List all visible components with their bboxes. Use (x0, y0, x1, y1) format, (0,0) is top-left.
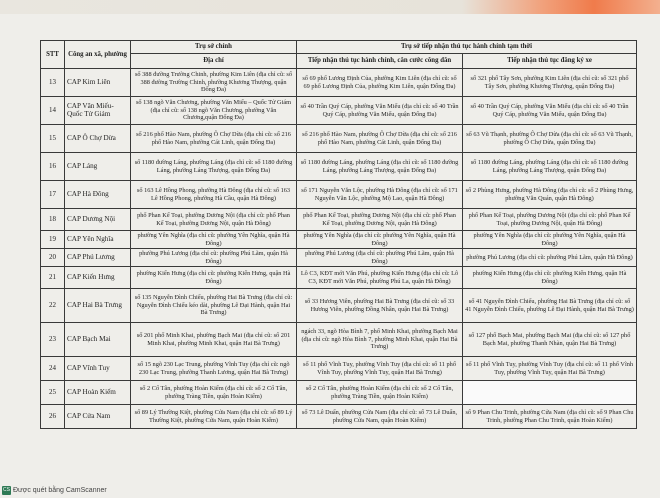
main-office-address: số 135 Nguyễn Đình Chiểu, phường Hai Bà Trưng (địa chỉ cũ: Nguyễn Đình Chiểu kéo dài, phường Lê Đại Hành, quận Hai Bà Trưng) (131, 289, 297, 323)
header-stt: STT (41, 41, 65, 69)
main-office-address: số 15 ngõ 230 Lạc Trung, phường Vĩnh Tuy (địa chỉ cũ: ngõ 230 Lạc Trung, phường Thanh Lương, quận Hai Bà Trưng) (131, 357, 297, 381)
scanner-note-text: Được quét bằng CamScanner (13, 487, 107, 494)
citizen-id-address: ngách 33, ngõ Hòa Bình 7, phố Minh Khai, phường Bạch Mai (địa chỉ cũ: ngõ Hòa Bình 7, phường Minh Khai, quận Hai Bà Trưng) (297, 323, 463, 357)
header-main-office: Trụ sở chính (131, 41, 297, 54)
citizen-id-address: số 33 Hương Viên, phường Hai Bà Trưng (địa chỉ cũ: số 33 Hương Viên, phường Đồng Nhân, quận Hai Bà Trưng) (297, 289, 463, 323)
vehicle-registration-address: số 1180 đường Láng, phường Láng (địa chỉ cũ: số 1180 đường Láng, phường Láng Thượng, quận Đống Đa) (463, 153, 637, 181)
row-number: 26 (41, 405, 65, 429)
ward-name: CAP Bạch Mai (65, 323, 131, 357)
row-number: 24 (41, 357, 65, 381)
row-number: 17 (41, 181, 65, 209)
citizen-id-address: phố Phan Kế Toại, phường Dương Nội (địa chỉ cũ: phố Phan Kế Toại, phường Dương Nội, quận Hà Đông) (297, 209, 463, 231)
table-row (41, 181, 637, 209)
row-number: 20 (41, 249, 65, 267)
table-body (41, 69, 637, 429)
vehicle-registration-address: số 2 Phùng Hưng, phường Hà Đông (địa chỉ cũ: số 2 Phùng Hưng, phường Văn Quán, quận Hà Đông) (463, 181, 637, 209)
main-office-address: phường Phú Lương (địa chỉ cũ: phường Phú Lãm, quận Hà Đông) (131, 249, 297, 267)
document-page (40, 40, 636, 429)
table-row (41, 249, 637, 267)
row-number: 16 (41, 153, 65, 181)
ward-name: CAP Vĩnh Tuy (65, 357, 131, 381)
table-row (41, 125, 637, 153)
main-office-address: số 201 phố Minh Khai, phường Bạch Mai (địa chỉ cũ: số 201 Minh Khai, phường Minh Khai, quận Hai Bà Trưng) (131, 323, 297, 357)
vehicle-registration-address: số 9 Phan Chu Trinh, phường Cửa Nam (địa chỉ cũ: số 9 Phan Chu Trinh, phường Phan Chu Trinh, quận Hoàn Kiếm) (463, 405, 637, 429)
header-row-2 (41, 54, 637, 69)
citizen-id-address: số 11 phố Vĩnh Tuy, phường Vĩnh Tuy (địa chỉ cũ: số 11 phố Vĩnh Tuy, phường Vĩnh Tuy, quận Hai Bà Trưng) (297, 357, 463, 381)
police-office-table (40, 40, 637, 429)
camscanner-logo-icon: CS (3, 487, 10, 493)
row-number: 13 (41, 69, 65, 97)
row-number: 22 (41, 289, 65, 323)
table-row (41, 267, 637, 289)
vehicle-registration-address: số 41 Nguyễn Đình Chiểu, phường Hai Bà Trưng (địa chỉ cũ: số 41 Nguyễn Đình Chiểu, phường Lê Đại Hành, quận Hai Bà Trưng) (463, 289, 637, 323)
citizen-id-address: số 1180 đường Láng, phường Láng (địa chỉ cũ: số 1180 đường Láng, phường Láng Thượng, quận Đống Đa) (297, 153, 463, 181)
vehicle-registration-address: phường Phú Lương (địa chỉ cũ: phường Phú Lãm, quận Hà Đông) (463, 249, 637, 267)
citizen-id-address: Lô C3, KĐT mới Văn Phú, phường Kiến Hưng (địa chỉ cũ: Lô C3, KĐT mới Văn Phú, phường Phú La, quận Hà Đông) (297, 267, 463, 289)
header-address: Địa chỉ (131, 54, 297, 69)
citizen-id-address: số 171 Nguyễn Văn Lộc, phường Hà Đông (địa chỉ cũ: số 171 Nguyễn Văn Lộc, phường Mộ Lao, quận Hà Đông) (297, 181, 463, 209)
vehicle-registration-address: số 40 Trần Quý Cáp, phường Văn Miếu (địa chỉ cũ: số 40 Trần Quý Cáp, phường Văn Miếu, quận Đống Đa) (463, 97, 637, 125)
citizen-id-address: số 2 Cổ Tân, phường Hoàn Kiếm (địa chỉ cũ: số 2 Cổ Tân, phường Tràng Tiền, quận Hoàn Kiếm) (297, 381, 463, 405)
ward-name: CAP Kiến Hưng (65, 267, 131, 289)
ward-name: CAP Văn Miếu- Quốc Tử Giám (65, 97, 131, 125)
vehicle-registration-address: phố Phan Kế Toại, phường Dương Nội (địa chỉ cũ: phố Phan Kế Toại, phường Dương Nội, quận Hà Đông) (463, 209, 637, 231)
vehicle-registration-address: số 321 phố Tây Sơn, phường Kim Liên (địa chỉ cũ: số 321 phố Tây Sơn, phường Khương Thượng, quận Đống Đa) (463, 69, 637, 97)
row-number: 21 (41, 267, 65, 289)
table-row (41, 323, 637, 357)
table-row (41, 289, 637, 323)
row-number: 19 (41, 231, 65, 249)
citizen-id-address: số 216 phố Hào Nam, phường Ô Chợ Dừa (địa chỉ cũ: số 216 phố Hào Nam, phường Cát Linh, quận Đống Đa) (297, 125, 463, 153)
row-number: 18 (41, 209, 65, 231)
main-office-address: số 388 đường Trường Chinh, phường Kim Liên (địa chỉ cũ: số 388 đường Trường Chinh, phường Khương Thượng, quận Đống Đa) (131, 69, 297, 97)
table-row (41, 357, 637, 381)
ward-name: CAP Hai Bà Trưng (65, 289, 131, 323)
vehicle-registration-address: số 63 Vũ Thạnh, phường Ô Chợ Dừa (địa chỉ cũ: số 63 Vũ Thạnh, phường Ô Chợ Dừa, quận Đống Đa) (463, 125, 637, 153)
header-vehicle-registration: Tiếp nhận thủ tục đăng ký xe (463, 54, 637, 69)
table-row (41, 69, 637, 97)
header-row-1 (41, 41, 637, 54)
ward-name: CAP Hà Đông (65, 181, 131, 209)
main-office-address: số 1180 đường Láng, phường Láng (địa chỉ cũ: số 1180 đường Láng, phường Láng Thượng, quận Đống Đa) (131, 153, 297, 181)
main-office-address: số 163 Lê Hồng Phong, phường Hà Đông (địa chỉ cũ: số 163 Lê Hồng Phong, phường Hà Cầu, quận Hà Đông) (131, 181, 297, 209)
header-ward: Công an xã, phường (65, 41, 131, 69)
main-office-address: phố Phan Kế Toại, phường Dương Nội (địa chỉ cũ: phố Phan Kế Toại, phường Dương Nội, quận Hà Đông) (131, 209, 297, 231)
table-row (41, 209, 637, 231)
row-number: 23 (41, 323, 65, 357)
vehicle-registration-address (463, 381, 637, 405)
main-office-address: số 2 Cổ Tân, phường Hoàn Kiếm (địa chỉ cũ: số 2 Cổ Tân, phường Tràng Tiền, quận Hoàn Kiếm) (131, 381, 297, 405)
ward-name: CAP Dương Nội (65, 209, 131, 231)
ward-name: CAP Ô Chợ Dừa (65, 125, 131, 153)
header-citizen-id: Tiếp nhận thủ tục hành chính, căn cước công dân (297, 54, 463, 69)
row-number: 14 (41, 97, 65, 125)
citizen-id-address: phường Yên Nghĩa (địa chỉ cũ: phường Yên Nghĩa, quận Hà Đông) (297, 231, 463, 249)
ward-name: CAP Yên Nghĩa (65, 231, 131, 249)
vehicle-registration-address: phường Yên Nghĩa (địa chỉ cũ: phường Yên Nghĩa, quận Hà Đông) (463, 231, 637, 249)
table-row (41, 381, 637, 405)
vehicle-registration-address: phường Kiến Hưng (địa chỉ cũ: phường Kiến Hưng, quận Hà Đông) (463, 267, 637, 289)
main-office-address: số 216 phố Hào Nam, phường Ô Chợ Dừa (địa chỉ cũ: số 216 phố Hào Nam, phường Cát Linh, quận Đống Đa) (131, 125, 297, 153)
citizen-id-address: số 40 Trần Quý Cáp, phường Văn Miếu (địa chỉ cũ: số 40 Trần Quý Cáp, phường Văn Miếu, quận Đống Đa) (297, 97, 463, 125)
row-number: 15 (41, 125, 65, 153)
header-reception: Trụ sở tiếp nhận thủ tục hành chính tạm thời (297, 41, 637, 54)
row-number: 25 (41, 381, 65, 405)
main-office-address: phường Kiến Hưng (địa chỉ cũ: phường Kiến Hưng, quận Hà Đông) (131, 267, 297, 289)
ward-name: CAP Kim Liên (65, 69, 131, 97)
scanner-watermark (2, 486, 107, 495)
table-row (41, 153, 637, 181)
ward-name: CAP Phú Lương (65, 249, 131, 267)
main-office-address: phường Yên Nghĩa (địa chỉ cũ: phường Yên Nghĩa, quận Hà Đông) (131, 231, 297, 249)
citizen-id-address: số 69 phố Lương Định Của, phường Kim Liên (địa chỉ cũ: số 69 phố Lương Định Của, phường Kim Liên, quận Đống Đa) (297, 69, 463, 97)
top-edge-strip (0, 0, 660, 14)
ward-name: CAP Cửa Nam (65, 405, 131, 429)
main-office-address: số 89 Lý Thường Kiệt, phường Cửa Nam (địa chỉ cũ: số 89 Lý Thường Kiệt, phường Cửa Nam, quận Hoàn Kiếm) (131, 405, 297, 429)
vehicle-registration-address: số 11 phố Vĩnh Tuy, phường Vĩnh Tuy (địa chỉ cũ: số 11 phố Vĩnh Tuy, phường Vĩnh Tuy, quận Hai Bà Trưng) (463, 357, 637, 381)
table-row (41, 231, 637, 249)
ward-name: CAP Hoàn Kiếm (65, 381, 131, 405)
main-office-address: số 138 ngõ Văn Chương, phường Văn Miếu – Quốc Tử Giám (địa chỉ cũ: số 138 ngõ Văn Chương, phường Văn Chương,quận Đống Đa) (131, 97, 297, 125)
citizen-id-address: phường Phú Lương (địa chỉ cũ: phường Phú Lãm, quận Hà Đông) (297, 249, 463, 267)
ward-name: CAP Láng (65, 153, 131, 181)
vehicle-registration-address: số 127 phố Bạch Mai, phường Bạch Mai (địa chỉ cũ: số 127 phố Bạch Mai, phường Thanh Nhàn, quận Hai Bà Trưng) (463, 323, 637, 357)
table-row (41, 97, 637, 125)
table-row (41, 405, 637, 429)
citizen-id-address: số 73 Lê Duẩn, phường Cửa Nam (địa chỉ cũ: số 73 Lê Duẩn, phường Cửa Nam, quận Hoàn Kiếm) (297, 405, 463, 429)
